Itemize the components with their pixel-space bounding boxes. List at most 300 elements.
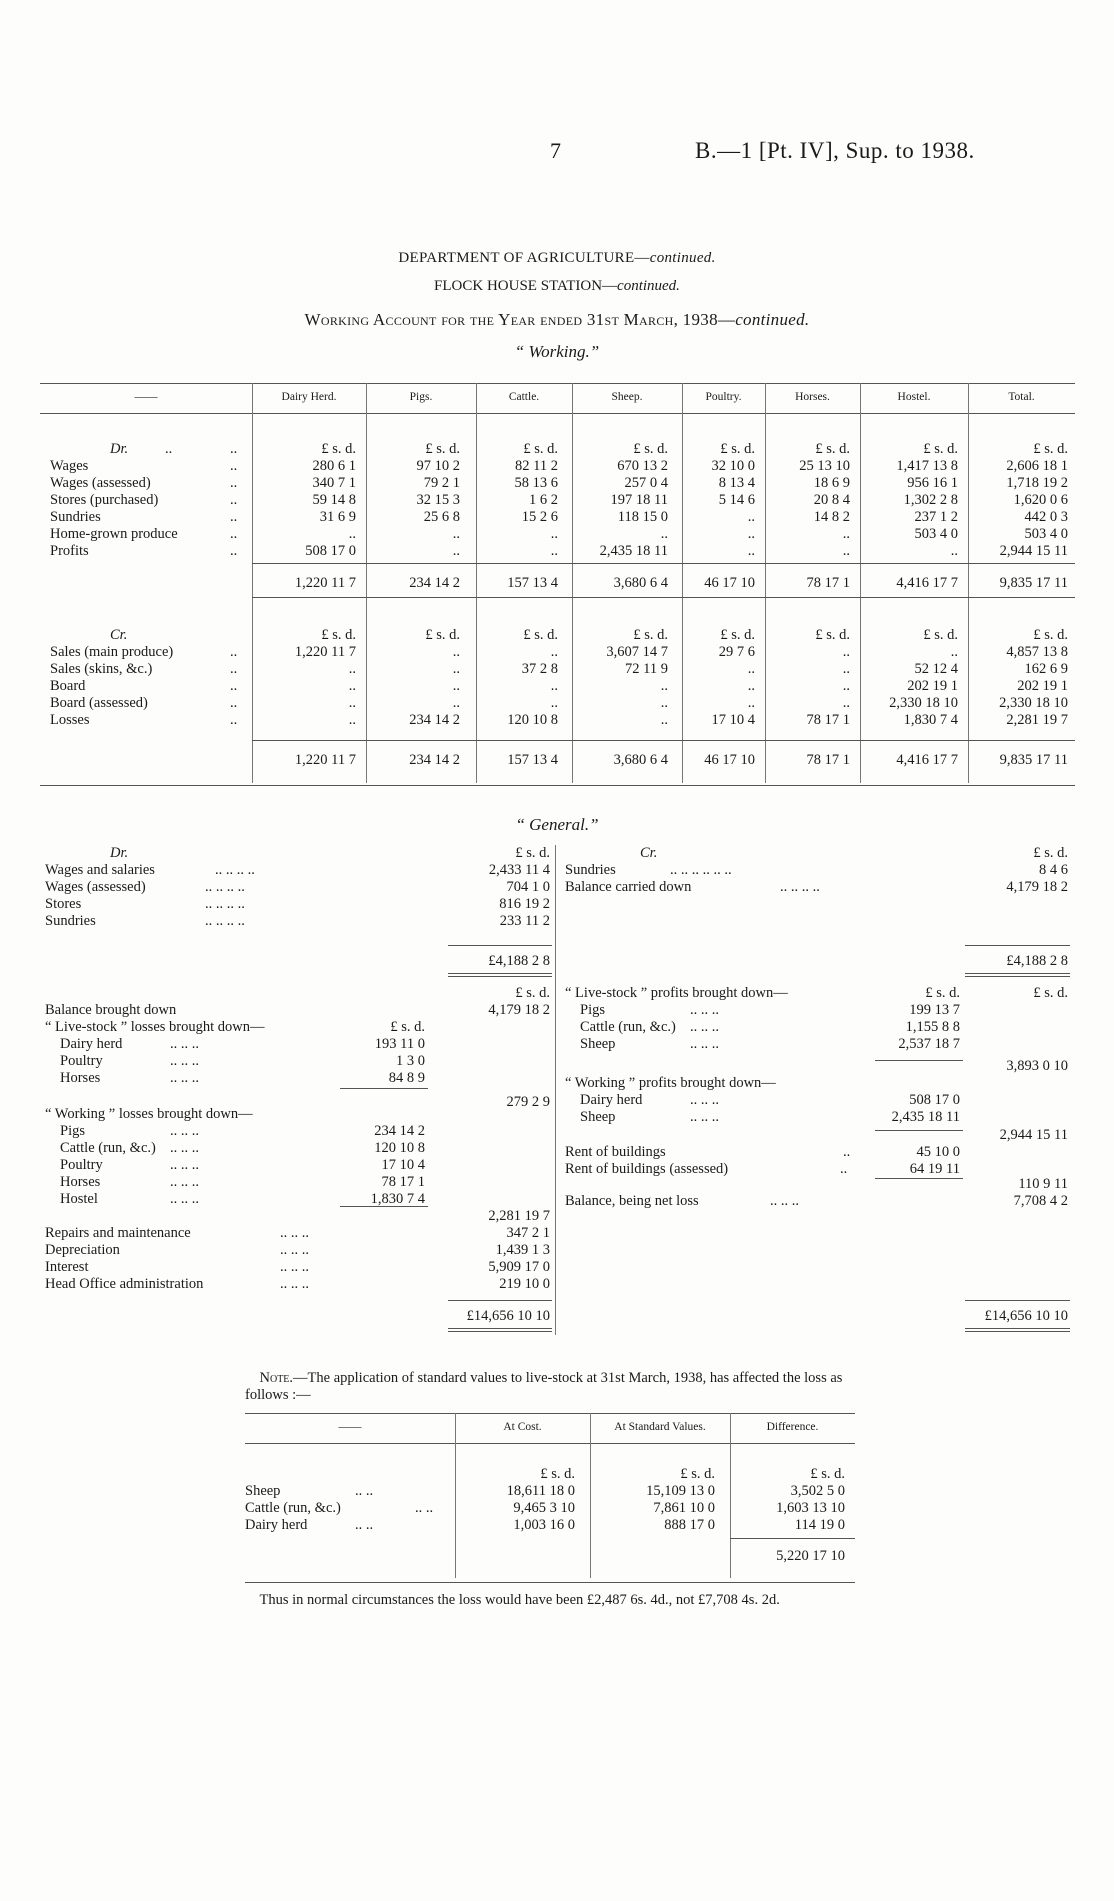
working-losses-heading: “ Working ” losses brought down— [45, 1106, 253, 1122]
dr-value: .. [452, 526, 460, 542]
livestock-losses-total: 279 2 9 [506, 1094, 550, 1110]
leader-dots: .. .. .. .. [205, 913, 245, 929]
leader-dots: .. .. .. [170, 1053, 199, 1069]
cr-total: 3,680 6 4 [613, 752, 668, 768]
cr-value: 202 19 1 [1017, 678, 1068, 694]
account-title [0, 310, 1114, 330]
dr-value: 280 6 1 [312, 458, 356, 474]
dr-value: .. [747, 526, 755, 542]
cr-value: .. [452, 695, 460, 711]
dr-total: 4,416 17 7 [896, 575, 958, 591]
cr-value: 2,330 18 10 [889, 695, 958, 711]
cr-value: 120 10 8 [507, 712, 558, 728]
department-title-text: DEPARTMENT OF AGRICULTURE— [398, 250, 650, 266]
leader-dots: .. [230, 441, 238, 457]
subtotal-rule [875, 1178, 963, 1179]
dr-total: 3,680 6 4 [613, 575, 668, 591]
dr-value: 5 14 6 [718, 492, 755, 508]
leader-dots: .. .. .. [170, 1174, 199, 1190]
livestock-profit-label: Cattle (run, &c.) [580, 1019, 676, 1035]
cr-value: .. [452, 644, 460, 660]
dr-row-label: Home-grown produce [50, 526, 178, 542]
general-left-top-total: £4,188 2 8 [488, 953, 550, 969]
leader-dots: .. .. [415, 1500, 434, 1516]
general-right-value: 4,179 18 2 [1006, 879, 1068, 895]
dr-row-label: Profits [50, 543, 89, 559]
column-separator [366, 383, 367, 783]
currency-header: £ s. d. [390, 1019, 425, 1035]
working-loss-value: 17 10 4 [381, 1157, 425, 1173]
dr-total-rule [252, 597, 1075, 598]
stub-header: —— [338, 1421, 362, 1433]
dr-total: 234 14 2 [409, 575, 460, 591]
leader-dots: .. .. .. [280, 1276, 309, 1292]
page-number: 7 [550, 138, 561, 163]
general-left-label: Wages and salaries [45, 862, 155, 878]
dr-label: Dr. [110, 441, 129, 457]
dr-value: 118 15 0 [617, 509, 668, 525]
leader-dots: .. [230, 712, 238, 728]
leader-dots: .. .. [355, 1483, 374, 1499]
general-left-label: Interest [45, 1259, 89, 1275]
leader-dots: .. [230, 661, 238, 677]
subtotal-rule [448, 1300, 552, 1301]
working-profit-label: Dairy herd [580, 1092, 643, 1108]
cr-value: .. [348, 695, 356, 711]
header-bottom-rule [40, 413, 1075, 414]
leader-dots: .. [230, 475, 238, 491]
general-left-label: Balance brought down [45, 1002, 177, 1018]
general-right-value: 8 4 6 [1039, 862, 1068, 878]
cr-label: Cr. [110, 627, 128, 643]
currency-header: £ s. d. [923, 441, 958, 457]
currency-header: £ s. d. [815, 627, 850, 643]
difference-value: 3,502 5 0 [790, 1483, 845, 1499]
working-loss-label: Pigs [60, 1123, 85, 1139]
total-rule [448, 1331, 552, 1332]
dr-value: .. [747, 509, 755, 525]
leader-dots: .. [840, 1161, 848, 1177]
dr-value: .. [348, 526, 356, 542]
leader-dots: .. [230, 492, 238, 508]
dr-value: 32 10 0 [711, 458, 755, 474]
note-text: —The application of standard values to live-stock at 31st March, 1938, has affected the loss as follows :— [245, 1370, 843, 1403]
leader-dots: .. .. .. [170, 1157, 199, 1173]
department-continued: continued. [649, 250, 716, 266]
note-column-separator [590, 1413, 591, 1578]
currency-header: £ s. d. [633, 627, 668, 643]
note-row-label: Cattle (run, &c.) [245, 1500, 341, 1516]
leader-dots: .. [165, 441, 173, 457]
total-rule [965, 1328, 1070, 1329]
leader-dots: .. [843, 1144, 851, 1160]
rent-value: 45 10 0 [916, 1144, 960, 1160]
dr-value: 670 13 2 [617, 458, 668, 474]
column-header: Dairy Herd. [281, 391, 337, 403]
general-left-label: Sundries [45, 913, 96, 929]
cr-value: 2,281 19 7 [1006, 712, 1068, 728]
currency-header: £ s. d. [925, 985, 960, 1001]
working-loss-value: 120 10 8 [374, 1140, 425, 1156]
dr-value: 1,718 19 2 [1006, 475, 1068, 491]
leader-dots: .. .. .. .. [215, 862, 255, 878]
general-right-grand-total: £14,656 10 10 [984, 1308, 1068, 1324]
leader-dots: .. .. .. [690, 1092, 719, 1108]
note-column-separator [730, 1413, 731, 1578]
general-left-value: 2,433 11 4 [488, 862, 550, 878]
column-separator [252, 383, 253, 783]
dr-value: .. [842, 543, 850, 559]
cr-value: 162 6 9 [1024, 661, 1068, 677]
general-left-value: 5,909 17 0 [488, 1259, 550, 1275]
cr-value: .. [550, 678, 558, 694]
note-prefix: Note. [259, 1370, 294, 1386]
general-left-label: Wages (assessed) [45, 879, 146, 895]
livestock-loss-label: Horses [60, 1070, 101, 1086]
subtotal-rule [875, 1130, 963, 1131]
dr-value: 257 0 4 [624, 475, 668, 491]
leader-dots: .. .. .. [280, 1242, 309, 1258]
total-difference: 5,220 17 10 [776, 1548, 845, 1564]
livestock-profit-value: 1,155 8 8 [905, 1019, 960, 1035]
cr-total: 4,416 17 7 [896, 752, 958, 768]
dr-value: 2,435 18 11 [599, 543, 668, 559]
general-right-label: Balance carried down [565, 879, 692, 895]
dr-value: 442 0 3 [1024, 509, 1068, 525]
livestock-profit-label: Pigs [580, 1002, 605, 1018]
currency-header: £ s. d. [425, 441, 460, 457]
general-left-value: 1,439 1 3 [495, 1242, 550, 1258]
rent-total: 110 9 11 [1018, 1176, 1068, 1192]
livestock-profit-value: 199 13 7 [909, 1002, 960, 1018]
cr-value: .. [842, 661, 850, 677]
working-losses-total: 2,281 19 7 [488, 1208, 550, 1224]
leader-dots: .. [230, 509, 238, 525]
station-title [0, 278, 1114, 295]
leader-dots: .. .. .. [770, 1193, 799, 1209]
dr-subtotal-rule [252, 563, 1075, 564]
cr-value: .. [842, 695, 850, 711]
at-cost-value: 1,003 16 0 [513, 1517, 575, 1533]
currency-header: £ s. d. [815, 441, 850, 457]
livestock-loss-value: 84 8 9 [388, 1070, 425, 1086]
livestock-loss-value: 193 11 0 [374, 1036, 425, 1052]
dr-value: .. [660, 526, 668, 542]
dr-row-label: Stores (purchased) [50, 492, 159, 508]
note-footer [245, 1592, 875, 1609]
livestock-loss-value: 1 3 0 [396, 1053, 425, 1069]
column-header: Horses. [795, 391, 830, 403]
note-row-label: Dairy herd [245, 1517, 308, 1533]
leader-dots: .. [230, 678, 238, 694]
currency-header: £ s. d. [523, 441, 558, 457]
cr-total: 1,220 11 7 [294, 752, 356, 768]
rent-label: Rent of buildings (assessed) [565, 1161, 729, 1177]
dr-value: 503 4 0 [1024, 526, 1068, 542]
general-left-value: 233 11 2 [499, 913, 550, 929]
currency-header: £ s. d. [1033, 441, 1068, 457]
dr-row-label: Sundries [50, 509, 101, 525]
column-separator [572, 383, 573, 783]
cr-value: .. [452, 678, 460, 694]
cr-total: 9,835 17 11 [999, 752, 1068, 768]
currency-header: £ s. d. [720, 627, 755, 643]
livestock-profits-heading: “ Live-stock ” profits brought down— [565, 985, 788, 1001]
net-loss-label: Balance, being net loss [565, 1193, 699, 1209]
dr-value: 1,620 0 6 [1013, 492, 1068, 508]
general-section-title: “ General.” [515, 815, 599, 834]
note-table-top-rule [245, 1413, 855, 1414]
column-header: Difference. [766, 1421, 819, 1433]
stub-header: —— [134, 391, 158, 403]
leader-dots: .. .. .. .. [205, 879, 245, 895]
leader-dots: .. .. .. [690, 1002, 719, 1018]
at-cost-value: 9,465 3 10 [513, 1500, 575, 1516]
cr-value: .. [842, 644, 850, 660]
dr-value: .. [950, 543, 958, 559]
cr-value: 202 19 1 [907, 678, 958, 694]
table-top-rule [40, 383, 1075, 384]
working-profit-label: Sheep [580, 1109, 616, 1125]
general-cr-label: Cr. [640, 845, 658, 861]
general-right-label: Sundries [565, 862, 616, 878]
cr-value: .. [348, 678, 356, 694]
dr-total: 157 13 4 [507, 575, 558, 591]
dr-value: 58 13 6 [514, 475, 558, 491]
currency-header: £ s. d. [523, 627, 558, 643]
cr-total: 157 13 4 [507, 752, 558, 768]
column-header: Sheep. [611, 391, 643, 403]
general-left-value: 219 10 0 [499, 1276, 550, 1292]
dr-value: 340 7 1 [312, 475, 356, 491]
cr-row-label: Board (assessed) [50, 695, 148, 711]
leader-dots: .. .. .. .. .. .. [670, 862, 732, 878]
difference-value: 1,603 13 10 [776, 1500, 845, 1516]
livestock-loss-label: Dairy herd [60, 1036, 123, 1052]
cr-value: .. [660, 712, 668, 728]
cr-value: 2,330 18 10 [999, 695, 1068, 711]
cr-value: .. [550, 644, 558, 660]
column-header: At Standard Values. [614, 1421, 706, 1433]
dr-value: .. [452, 543, 460, 559]
leader-dots: .. [230, 458, 238, 474]
dr-value: 2,944 15 11 [999, 543, 1068, 559]
dr-row-label: Wages [50, 458, 89, 474]
dr-value: 8 13 4 [718, 475, 755, 491]
dr-value: 2,606 18 1 [1006, 458, 1068, 474]
dr-total: 9,835 17 11 [999, 575, 1068, 591]
cr-value: .. [550, 695, 558, 711]
cr-value: 78 17 1 [806, 712, 850, 728]
currency-header: £ s. d. [923, 627, 958, 643]
note-column-separator [455, 1413, 456, 1578]
account-title-text: Working Account for the Year ended 31st March, 1938— [304, 310, 736, 329]
dr-value: 1,302 2 8 [903, 492, 958, 508]
dr-total: 1,220 11 7 [294, 575, 356, 591]
cr-total: 234 14 2 [409, 752, 460, 768]
cr-value: .. [348, 712, 356, 728]
leader-dots: .. .. .. [170, 1036, 199, 1052]
dr-value: 14 8 2 [813, 509, 850, 525]
dr-value: 97 10 2 [416, 458, 460, 474]
table-bottom-rule [40, 785, 1075, 786]
leader-dots: .. .. .. [280, 1259, 309, 1275]
general-left-value: 816 19 2 [499, 896, 550, 912]
dr-value: 508 17 0 [305, 543, 356, 559]
leader-dots: .. .. .. [170, 1140, 199, 1156]
currency-header: £ s. d. [515, 845, 550, 861]
dr-total: 46 17 10 [704, 575, 755, 591]
leader-dots: .. .. .. [690, 1036, 719, 1052]
cr-value: 52 12 4 [914, 661, 958, 677]
column-header: Pigs. [409, 391, 433, 403]
at-cost-value: 18,611 18 0 [506, 1483, 575, 1499]
note-footer-text: Thus in normal circumstances the loss would have been £2,487 6s. 4d., not £7,708 4s. 2d. [259, 1592, 780, 1608]
working-profit-value: 2,435 18 11 [891, 1109, 960, 1125]
rent-label: Rent of buildings [565, 1144, 666, 1160]
cr-value: 17 10 4 [711, 712, 755, 728]
dr-value: 1 6 2 [529, 492, 558, 508]
cr-value: .. [747, 678, 755, 694]
subtotal-rule [340, 1206, 428, 1207]
station-title-text: FLOCK HOUSE STATION— [434, 278, 618, 294]
cr-value: .. [660, 678, 668, 694]
column-separator [765, 383, 766, 783]
column-header: Poultry. [705, 391, 742, 403]
subtotal-rule [965, 1300, 1070, 1301]
currency-header: £ s. d. [1033, 845, 1068, 861]
cr-value: 1,830 7 4 [903, 712, 958, 728]
livestock-profit-label: Sheep [580, 1036, 616, 1052]
currency-header: £ s. d. [1033, 985, 1068, 1001]
account-continued: continued. [735, 310, 810, 329]
general-left-label: Depreciation [45, 1242, 120, 1258]
general-left-label: Head Office administration [45, 1276, 204, 1292]
working-loss-label: Hostel [60, 1191, 98, 1207]
dr-value: 59 14 8 [312, 492, 356, 508]
cr-value: .. [452, 661, 460, 677]
total-rule [965, 973, 1070, 974]
general-left-value: 704 1 0 [506, 879, 550, 895]
general-left-label: Stores [45, 896, 82, 912]
dr-value: 956 16 1 [907, 475, 958, 491]
cr-row-label: Sales (skins, &c.) [50, 661, 153, 677]
leader-dots: .. [230, 695, 238, 711]
document-reference: B.—1 [Pt. IV], Sup. to 1938. [695, 138, 975, 163]
livestock-profits-total: 3,893 0 10 [1006, 1058, 1068, 1074]
currency-header: £ s. d. [810, 1466, 845, 1482]
livestock-profit-value: 2,537 18 7 [898, 1036, 960, 1052]
cr-value: .. [660, 695, 668, 711]
standard-value: 15,109 13 0 [646, 1483, 715, 1499]
cr-value: 72 11 9 [625, 661, 668, 677]
subtotal-rule [965, 945, 1070, 946]
currency-header: £ s. d. [515, 985, 550, 1001]
leader-dots: .. [230, 543, 238, 559]
cr-row-label: Board [50, 678, 86, 694]
total-rule [448, 976, 552, 977]
dr-value: .. [550, 543, 558, 559]
column-separator [968, 383, 969, 783]
livestock-loss-label: Poultry [60, 1053, 103, 1069]
dr-value: 25 6 8 [423, 509, 460, 525]
cr-value: 37 2 8 [521, 661, 558, 677]
currency-header: £ s. d. [1033, 627, 1068, 643]
cr-subtotal-rule [252, 740, 1075, 741]
standard-value: 888 17 0 [664, 1517, 715, 1533]
general-left-value: 4,179 18 2 [488, 1002, 550, 1018]
column-separator [860, 383, 861, 783]
department-title [0, 250, 1114, 267]
working-loss-value: 78 17 1 [381, 1174, 425, 1190]
cr-value: 1,220 11 7 [294, 644, 356, 660]
currency-header: £ s. d. [720, 441, 755, 457]
cr-value: 29 7 6 [718, 644, 755, 660]
general-dr-label: Dr. [110, 845, 129, 861]
dr-value: 197 18 11 [610, 492, 668, 508]
total-rule [448, 973, 552, 974]
working-profit-value: 508 17 0 [909, 1092, 960, 1108]
leader-dots: .. .. [355, 1517, 374, 1533]
dr-value: 31 6 9 [319, 509, 356, 525]
leader-dots: .. [230, 526, 238, 542]
leader-dots: .. .. .. .. [205, 896, 245, 912]
dr-value: 18 6 9 [813, 475, 850, 491]
dr-value: 15 2 6 [521, 509, 558, 525]
cr-value: .. [950, 644, 958, 660]
currency-header: £ s. d. [321, 441, 356, 457]
working-loss-label: Horses [60, 1174, 101, 1190]
standard-value: 7,861 10 0 [653, 1500, 715, 1516]
livestock-losses-heading: “ Live-stock ” losses brought down— [45, 1019, 265, 1035]
dr-total: 78 17 1 [806, 575, 850, 591]
general-left-grand-total: £14,656 10 10 [466, 1308, 550, 1324]
column-separator [476, 383, 477, 783]
leader-dots: .. .. .. [170, 1191, 199, 1207]
cr-value: 234 14 2 [409, 712, 460, 728]
leader-dots: .. [230, 644, 238, 660]
total-rule [965, 1331, 1070, 1332]
net-loss-value: 7,708 4 2 [1013, 1193, 1068, 1209]
column-header: At Cost. [503, 1421, 542, 1433]
general-right-top-total: £4,188 2 8 [1006, 953, 1068, 969]
note-table-bottom-rule [245, 1582, 855, 1583]
difference-value: 114 19 0 [794, 1517, 845, 1533]
note-header-rule [245, 1443, 855, 1444]
leader-dots: .. .. .. [170, 1070, 199, 1086]
dr-value: 503 4 0 [914, 526, 958, 542]
dr-value: .. [747, 543, 755, 559]
cr-value: .. [842, 678, 850, 694]
dr-value: .. [842, 526, 850, 542]
general-divider [555, 845, 556, 1335]
currency-header: £ s. d. [540, 1466, 575, 1482]
cr-value: 3,607 14 7 [606, 644, 668, 660]
cr-value: 4,857 13 8 [1006, 644, 1068, 660]
dr-value: 1,417 13 8 [896, 458, 958, 474]
subtotal-rule [448, 945, 552, 946]
working-loss-value: 234 14 2 [374, 1123, 425, 1139]
cr-total: 78 17 1 [806, 752, 850, 768]
note-paragraph [245, 1370, 855, 1404]
working-loss-label: Poultry [60, 1157, 103, 1173]
cr-total: 46 17 10 [704, 752, 755, 768]
dr-row-label: Wages (assessed) [50, 475, 151, 491]
working-profits-total: 2,944 15 11 [999, 1127, 1068, 1143]
dr-value: 25 13 10 [799, 458, 850, 474]
cr-value: .. [348, 661, 356, 677]
cr-value: .. [747, 695, 755, 711]
